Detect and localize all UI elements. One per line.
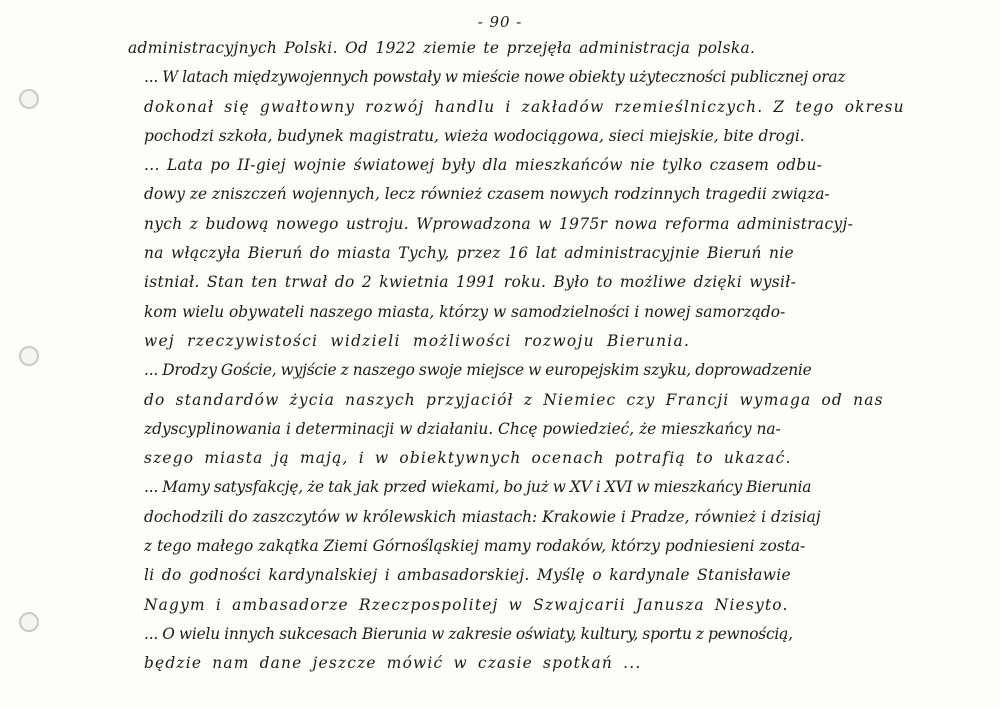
- binder-hole: [19, 346, 39, 366]
- text-line: Nagym i ambasadorze Rzeczpospolitej w Szwajcarii Janusza Niesyto.: [144, 595, 789, 614]
- text-line: istniał. Stan ten trwał do 2 kwietnia 1991 roku. Było to możliwe dzięki wysił-: [144, 273, 797, 292]
- text-line: do standardów życia naszych przyjaciół z Niemiec czy Francji wymaga od nas: [144, 390, 884, 409]
- text-line: ... Lata po II-giej wojnie światowej były dla mieszkańców nie tylko czasem odbu-: [144, 156, 823, 175]
- text-line: szego miasta ją mają, i w obiektywnych ocenach potrafią to ukazać.: [144, 449, 792, 468]
- text-line: ... W latach międzywojennych powstały w mieście nowe obiekty użyteczności publicznej oraz: [144, 68, 846, 87]
- text-line: nych z budową nowego ustroju. Wprowadzona w 1975r nowa reforma administracyj-: [144, 214, 854, 233]
- page-number: - 90 -: [477, 13, 523, 31]
- text-line: z tego małego zakątka Ziemi Górnośląskiej mamy rodaków, którzy podniesieni zosta-: [144, 537, 806, 556]
- binder-hole: [19, 612, 39, 632]
- text-line: wej rzeczywistości widzieli możliwości rozwoju Bierunia.: [144, 331, 691, 350]
- text-line: ... Mamy satysfakcję, że tak jak przed wiekami, bo już w XV i XVI w mieszkańcy Bierunia: [144, 478, 812, 497]
- text-line: administracyjnych Polski. Od 1922 ziemie te przejęła administracja polska.: [128, 39, 756, 57]
- text-line: na włączyła Bieruń do miasta Tychy, przez 16 lat administracyjnie Bieruń nie: [144, 244, 794, 263]
- text-line: zdyscyplinowania i determinacji w działaniu. Chcę powiedzieć, że mieszkańcy na-: [144, 419, 781, 438]
- text-line: ... O wielu innych sukcesach Bierunia w zakresie oświaty, kultury, sportu z pewnością,: [144, 624, 793, 643]
- text-line: dochodzili do zaszczytów w królewskich miastach: Krakowie i Pradze, również i dzisiaj: [144, 507, 821, 526]
- text-line: li do godności kardynalskiej i ambasadorskiej. Myślę o kardynale Stanisławie: [144, 566, 791, 585]
- text-line: będzie nam dane jeszcze mówić w czasie spotkań ...: [144, 654, 642, 673]
- text-line: dowy ze zniszczeń wojennych, lecz również czasem nowych rodzinnych tragedii związa-: [144, 185, 830, 204]
- handwritten-text: [128, 34, 960, 679]
- text-line: dokonał się gwałtowny rozwój handlu i zakładów rzemieślniczych. Z tego okresu: [144, 97, 905, 116]
- binder-hole: [19, 89, 39, 109]
- text-line: ... Drodzy Goście, wyjście z naszego swoje miejsce w europejskim szyku, doprowadzenie: [144, 361, 812, 380]
- text-line: kom wielu obywateli naszego miasta, którzy w samodzielności i nowej samorządo-: [144, 302, 786, 321]
- text-line: pochodzi szkoła, budynek magistratu, wieża wodociągowa, sieci miejskie, bite drogi.: [144, 126, 805, 145]
